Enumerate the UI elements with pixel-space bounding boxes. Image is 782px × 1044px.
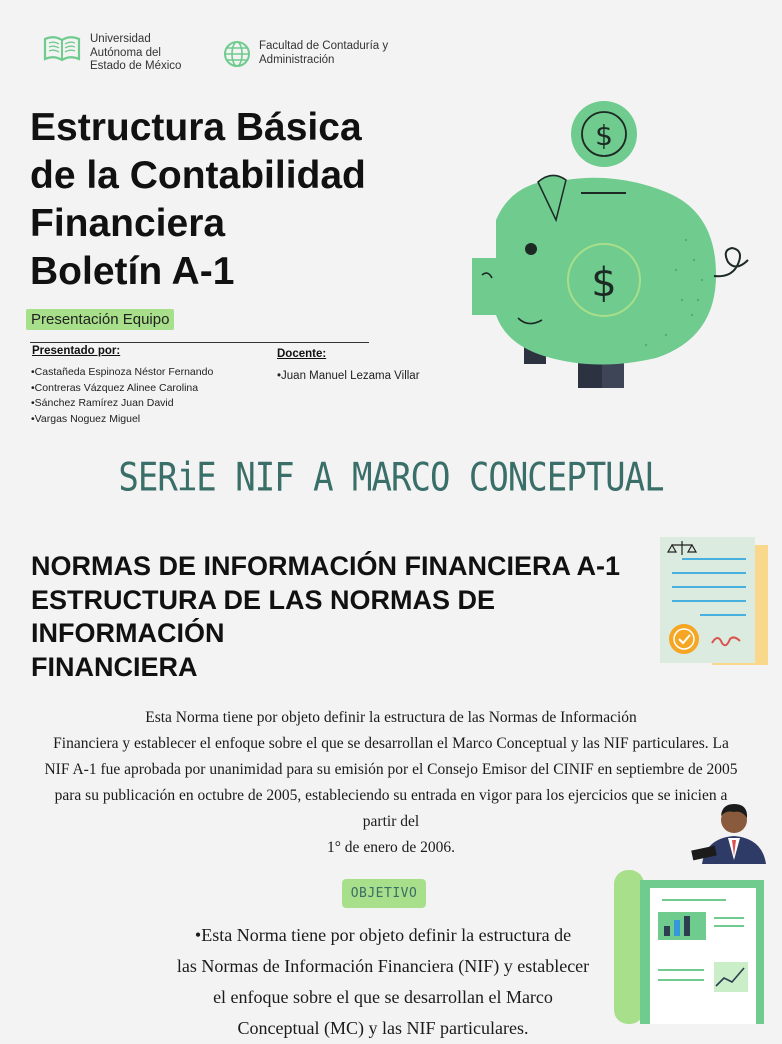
list-item: •Castañeda Espinoza Néstor Fernando xyxy=(31,366,214,378)
teacher-name: •Juan Manuel Lezama Villar xyxy=(277,370,420,382)
section-heading: NORMAS DE INFORMACIÓN FINANCIERA A-1 ESTRUCTURA DE LAS NORMAS DE INFORMACIÓN FINANCIERA xyxy=(31,551,620,682)
university-logo xyxy=(42,33,181,74)
page-title: Estructura Básica de la Contabilidad Financiera Boletín A-1 xyxy=(30,106,366,293)
objective-paragraph: •Esta Norma tiene por objeto definir la estructura de las Normas de Información Financiera (NIF) y establecer el enfoque sobre el que se desarrollan el Marco Conceptual (MC) y las NIF particulares. xyxy=(176,925,590,1038)
book-icon xyxy=(42,33,82,63)
members-list xyxy=(31,365,213,427)
objective-badge: OBJETIVO xyxy=(342,879,426,908)
team-label: Presentación Equipo xyxy=(26,309,174,330)
faculty-logo xyxy=(223,40,388,68)
teacher-heading: Docente: xyxy=(277,348,327,360)
piggy-bank-icon xyxy=(466,100,756,392)
dollar-coin-icon xyxy=(571,101,637,167)
series-title: SERiE NIF A MARCO CONCEPTUAL xyxy=(118,455,664,501)
report-chart-icon xyxy=(614,866,768,1024)
divider xyxy=(30,342,369,343)
globe-icon xyxy=(223,40,251,68)
description-paragraph: Esta Norma tiene por objeto definir la estructura de las Normas de Información Financiera y establecer el enfoque sobre el que se desarrollan el Marco Conceptual y las NIF particulares. La NIF A-1 fue aprobada por unanimidad para su emisión por el Consejo Emisor del CINIF en septiembre de 2005 para su publicación en octubre de 2005, estableciendo su entrada en vigor para los ejercicios que se inicien a partir del 1° de enero de 2006. xyxy=(44,709,738,856)
university-name: Universidad Autónoma del Estado de México xyxy=(90,33,182,72)
businessman-icon xyxy=(692,798,768,864)
svg-text:$: $ xyxy=(591,260,617,306)
faculty-name: Facultad de Contaduría y Administración xyxy=(259,40,389,66)
list-item: •Contreras Vázquez Alinee Carolina xyxy=(31,381,199,394)
svg-text:$: $ xyxy=(595,119,613,152)
list-item: •Sánchez Ramírez Juan David xyxy=(31,397,174,410)
presented-by-heading: Presentado por: xyxy=(32,345,121,357)
list-item: •Vargas Noguez Miguel xyxy=(31,412,141,425)
